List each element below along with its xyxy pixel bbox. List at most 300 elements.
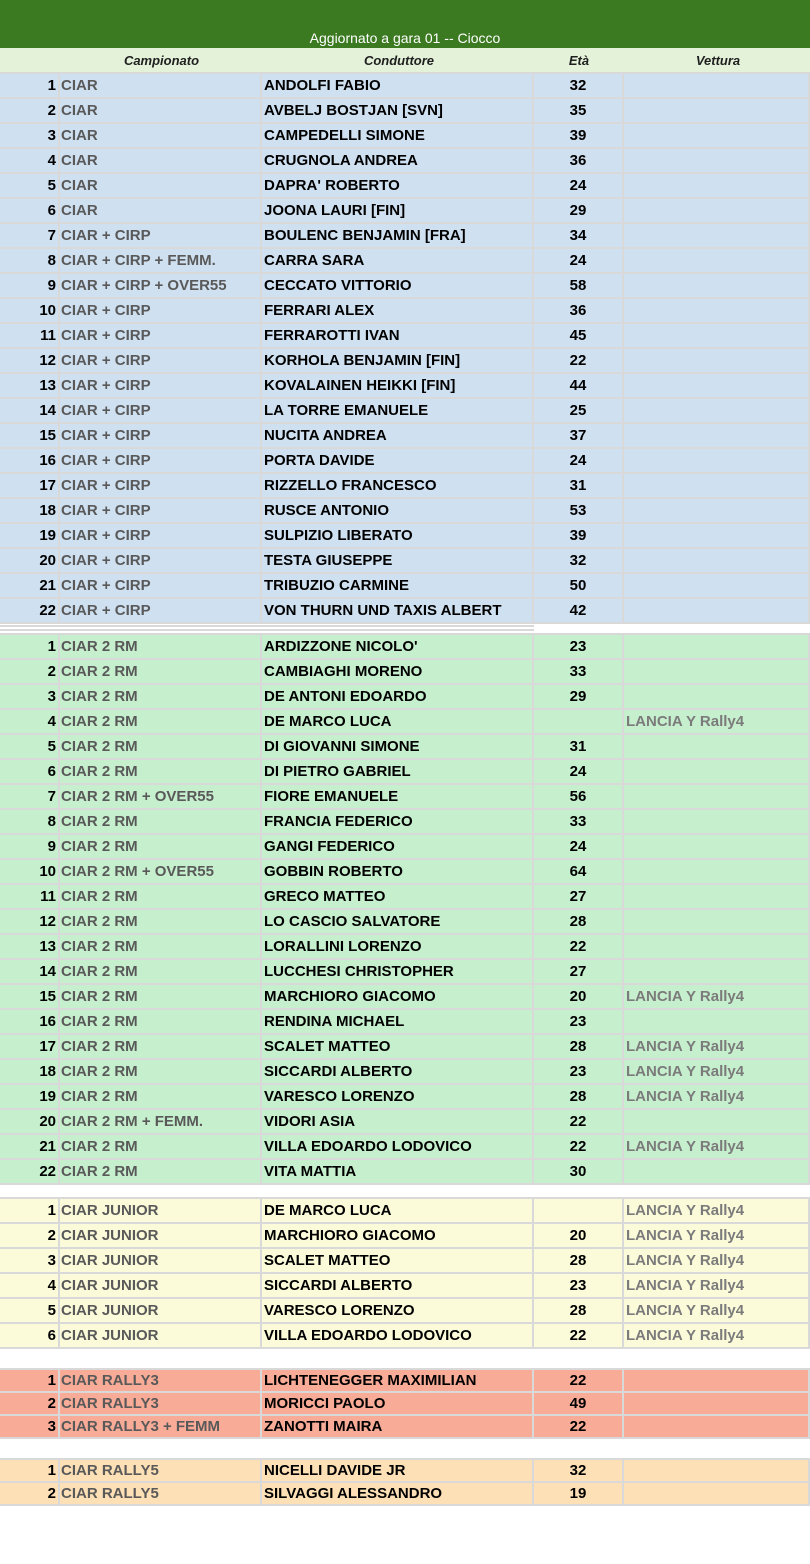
cell-campionato: CIAR	[60, 74, 262, 97]
row-number: 16	[0, 449, 60, 472]
cell-vettura	[624, 199, 810, 222]
cell-campionato: CIAR JUNIOR	[60, 1224, 262, 1247]
row-number: 18	[0, 499, 60, 522]
cell-campionato: CIAR + CIRP + OVER55	[60, 274, 262, 297]
cell-conduttore: VIDORI ASIA	[262, 1110, 534, 1133]
table-row	[0, 1160, 810, 1185]
cell-eta: 49	[534, 1393, 624, 1414]
table-row	[0, 424, 810, 449]
cell-conduttore: CRUGNOLA ANDREA	[262, 149, 534, 172]
cell-campionato: CIAR	[60, 174, 262, 197]
cell-campionato: CIAR + CIRP	[60, 424, 262, 447]
cell-campionato: CIAR 2 RM	[60, 985, 262, 1008]
table-row	[0, 960, 810, 985]
table-row	[0, 660, 810, 685]
cell-vettura: LANCIA Y Rally4	[624, 1035, 810, 1058]
cell-eta: 36	[534, 149, 624, 172]
cell-vettura	[624, 349, 810, 372]
header-vettura: Vettura	[695, 52, 741, 68]
table-row	[0, 199, 810, 224]
column-header-row	[0, 48, 810, 72]
table-row	[0, 760, 810, 785]
table-row	[0, 1010, 810, 1035]
cell-campionato: CIAR 2 RM	[60, 1160, 262, 1183]
cell-conduttore: CARRA SARA	[262, 249, 534, 272]
cell-campionato: CIAR JUNIOR	[60, 1199, 262, 1222]
row-number: 3	[0, 124, 60, 147]
cell-campionato: CIAR 2 RM	[60, 910, 262, 933]
table-row	[0, 274, 810, 299]
cell-vettura	[624, 735, 810, 758]
cell-conduttore: VILLA EDOARDO LODOVICO	[262, 1324, 534, 1347]
cell-conduttore: TESTA GIUSEPPE	[262, 549, 534, 572]
cell-campionato: CIAR 2 RM + OVER55	[60, 785, 262, 808]
cell-vettura	[624, 299, 810, 322]
cell-campionato: CIAR 2 RM	[60, 660, 262, 683]
cell-eta: 35	[534, 99, 624, 122]
cell-conduttore: GRECO MATTEO	[262, 885, 534, 908]
table-row	[0, 935, 810, 960]
row-number: 15	[0, 424, 60, 447]
cell-vettura	[624, 249, 810, 272]
cell-eta: 28	[534, 1299, 624, 1322]
cell-conduttore: VILLA EDOARDO LODOVICO	[262, 1135, 534, 1158]
cell-vettura	[624, 1110, 810, 1133]
table-row	[0, 149, 810, 174]
table-row	[0, 985, 810, 1010]
row-number: 21	[0, 574, 60, 597]
cell-vettura: LANCIA Y Rally4	[624, 710, 810, 733]
table-row	[0, 499, 810, 524]
row-number: 19	[0, 524, 60, 547]
row-number: 20	[0, 1110, 60, 1133]
cell-campionato: CIAR 2 RM	[60, 1035, 262, 1058]
cell-campionato: CIAR	[60, 149, 262, 172]
table-row	[0, 349, 810, 374]
table-row	[0, 1416, 810, 1439]
header-campionato: Campionato	[123, 52, 200, 68]
cell-campionato: CIAR 2 RM + FEMM.	[60, 1110, 262, 1133]
cell-eta	[534, 710, 624, 733]
cell-eta: 45	[534, 324, 624, 347]
cell-campionato: CIAR + CIRP	[60, 399, 262, 422]
cell-conduttore: VITA MATTIA	[262, 1160, 534, 1183]
table-row	[0, 574, 810, 599]
group-separator	[0, 1349, 810, 1368]
cell-vettura	[624, 524, 810, 547]
group-ciar-rally5	[0, 1458, 810, 1506]
table-row	[0, 710, 810, 735]
row-number: 7	[0, 785, 60, 808]
table-row	[0, 99, 810, 124]
table-row	[0, 374, 810, 399]
group-ciar-rally3	[0, 1368, 810, 1439]
row-number: 1	[0, 635, 60, 658]
cell-eta: 20	[534, 985, 624, 1008]
cell-campionato: CIAR	[60, 99, 262, 122]
cell-conduttore: RENDINA MICHAEL	[262, 1010, 534, 1033]
table-row	[0, 635, 810, 660]
cell-campionato: CIAR + CIRP	[60, 474, 262, 497]
row-number: 14	[0, 960, 60, 983]
cell-vettura	[624, 424, 810, 447]
group-ciar	[0, 72, 810, 624]
table-row	[0, 735, 810, 760]
row-number: 9	[0, 274, 60, 297]
cell-vettura	[624, 835, 810, 858]
row-number: 2	[0, 1483, 60, 1504]
cell-vettura	[624, 174, 810, 197]
group-separator	[0, 624, 810, 633]
cell-campionato: CIAR 2 RM	[60, 835, 262, 858]
row-number: 5	[0, 735, 60, 758]
cell-conduttore: KOVALAINEN HEIKKI [FIN]	[262, 374, 534, 397]
cell-conduttore: RIZZELLO FRANCESCO	[262, 474, 534, 497]
row-number: 16	[0, 1010, 60, 1033]
cell-eta: 22	[534, 935, 624, 958]
cell-eta: 42	[534, 599, 624, 622]
cell-conduttore: CECCATO VITTORIO	[262, 274, 534, 297]
cell-campionato: CIAR 2 RM	[60, 1085, 262, 1108]
row-number: 4	[0, 149, 60, 172]
cell-campionato: CIAR RALLY5	[60, 1483, 262, 1504]
cell-eta	[534, 1199, 624, 1222]
cell-campionato: CIAR 2 RM + OVER55	[60, 860, 262, 883]
table-row	[0, 1393, 810, 1416]
cell-eta: 37	[534, 424, 624, 447]
cell-conduttore: DAPRA' ROBERTO	[262, 174, 534, 197]
cell-campionato: CIAR + CIRP	[60, 449, 262, 472]
cell-vettura	[624, 599, 810, 622]
cell-conduttore: DE MARCO LUCA	[262, 1199, 534, 1222]
cell-vettura	[624, 810, 810, 833]
cell-eta: 28	[534, 1249, 624, 1272]
row-number: 20	[0, 549, 60, 572]
cell-vettura	[624, 885, 810, 908]
cell-conduttore: JOONA LAURI [FIN]	[262, 199, 534, 222]
table-row	[0, 785, 810, 810]
cell-conduttore: ARDIZZONE NICOLO'	[262, 635, 534, 658]
cell-eta: 39	[534, 124, 624, 147]
cell-vettura	[624, 935, 810, 958]
cell-eta: 28	[534, 1085, 624, 1108]
cell-vettura	[624, 1370, 810, 1391]
table-row	[0, 1299, 810, 1324]
cell-campionato: CIAR + CIRP + FEMM.	[60, 249, 262, 272]
table-row	[0, 249, 810, 274]
cell-vettura	[624, 760, 810, 783]
cell-conduttore: MARCHIORO GIACOMO	[262, 985, 534, 1008]
row-number: 3	[0, 1416, 60, 1437]
cell-conduttore: LO CASCIO SALVATORE	[262, 910, 534, 933]
cell-vettura	[624, 910, 810, 933]
cell-campionato: CIAR JUNIOR	[60, 1274, 262, 1297]
cell-conduttore: CAMPEDELLI SIMONE	[262, 124, 534, 147]
row-number: 12	[0, 910, 60, 933]
cell-campionato: CIAR RALLY3	[60, 1393, 262, 1414]
table-row	[0, 1110, 810, 1135]
row-number: 22	[0, 599, 60, 622]
table-row	[0, 860, 810, 885]
cell-conduttore: SILVAGGI ALESSANDRO	[262, 1483, 534, 1504]
cell-conduttore: KORHOLA BENJAMIN [FIN]	[262, 349, 534, 372]
row-number: 10	[0, 299, 60, 322]
cell-eta: 32	[534, 549, 624, 572]
table-row	[0, 910, 810, 935]
cell-eta: 23	[534, 635, 624, 658]
cell-eta: 56	[534, 785, 624, 808]
row-number: 21	[0, 1135, 60, 1158]
cell-eta: 33	[534, 810, 624, 833]
cell-eta: 22	[534, 1416, 624, 1437]
cell-vettura	[624, 74, 810, 97]
row-number: 1	[0, 1460, 60, 1481]
cell-conduttore: NUCITA ANDREA	[262, 424, 534, 447]
cell-vettura	[624, 685, 810, 708]
row-number: 14	[0, 399, 60, 422]
cell-conduttore: SICCARDI ALBERTO	[262, 1274, 534, 1297]
cell-eta: 23	[534, 1274, 624, 1297]
row-number: 3	[0, 685, 60, 708]
cell-campionato: CIAR JUNIOR	[60, 1249, 262, 1272]
cell-campionato: CIAR 2 RM	[60, 1135, 262, 1158]
cell-eta: 39	[534, 524, 624, 547]
cell-vettura	[624, 1483, 810, 1504]
table-row	[0, 1483, 810, 1506]
cell-eta: 22	[534, 1370, 624, 1391]
cell-eta: 27	[534, 960, 624, 983]
row-number: 17	[0, 1035, 60, 1058]
table-row	[0, 1460, 810, 1483]
cell-campionato: CIAR JUNIOR	[60, 1299, 262, 1322]
cell-campionato: CIAR 2 RM	[60, 935, 262, 958]
table-row	[0, 174, 810, 199]
table-row	[0, 885, 810, 910]
cell-vettura	[624, 1010, 810, 1033]
cell-eta: 27	[534, 885, 624, 908]
title-bar	[0, 0, 810, 48]
cell-eta: 31	[534, 735, 624, 758]
row-number: 8	[0, 810, 60, 833]
cell-conduttore: LICHTENEGGER MAXIMILIAN	[262, 1370, 534, 1391]
row-number: 6	[0, 199, 60, 222]
cell-eta: 24	[534, 760, 624, 783]
cell-vettura	[624, 1160, 810, 1183]
table-row	[0, 1249, 810, 1274]
cell-eta: 33	[534, 660, 624, 683]
cell-campionato: CIAR + CIRP	[60, 524, 262, 547]
cell-conduttore: CAMBIAGHI MORENO	[262, 660, 534, 683]
table-row	[0, 1035, 810, 1060]
row-number: 5	[0, 174, 60, 197]
cell-vettura	[624, 635, 810, 658]
cell-vettura	[624, 449, 810, 472]
cell-campionato: CIAR RALLY5	[60, 1460, 262, 1481]
cell-conduttore: FERRAROTTI IVAN	[262, 324, 534, 347]
cell-campionato: CIAR 2 RM	[60, 1060, 262, 1083]
cell-vettura: LANCIA Y Rally4	[624, 1249, 810, 1272]
cell-vettura: LANCIA Y Rally4	[624, 1224, 810, 1247]
cell-campionato: CIAR + CIRP	[60, 224, 262, 247]
cell-eta: 29	[534, 199, 624, 222]
cell-conduttore: LA TORRE EMANUELE	[262, 399, 534, 422]
cell-eta: 44	[534, 374, 624, 397]
row-number: 8	[0, 249, 60, 272]
cell-eta: 24	[534, 174, 624, 197]
group-ciar-junior	[0, 1197, 810, 1349]
cell-vettura	[624, 785, 810, 808]
cell-vettura	[624, 224, 810, 247]
table-row	[0, 74, 810, 99]
cell-eta: 22	[534, 1324, 624, 1347]
cell-conduttore: PORTA DAVIDE	[262, 449, 534, 472]
cell-eta: 19	[534, 1483, 624, 1504]
cell-conduttore: MORICCI PAOLO	[262, 1393, 534, 1414]
cell-vettura	[624, 374, 810, 397]
cell-eta: 50	[534, 574, 624, 597]
cell-vettura	[624, 149, 810, 172]
cell-eta: 30	[534, 1160, 624, 1183]
cell-conduttore: DI PIETRO GABRIEL	[262, 760, 534, 783]
cell-campionato: CIAR 2 RM	[60, 885, 262, 908]
row-number: 1	[0, 74, 60, 97]
cell-conduttore: GOBBIN ROBERTO	[262, 860, 534, 883]
cell-eta: 24	[534, 449, 624, 472]
table-row	[0, 449, 810, 474]
cell-conduttore: VARESCO LORENZO	[262, 1085, 534, 1108]
table-row	[0, 835, 810, 860]
cell-eta: 25	[534, 399, 624, 422]
cell-conduttore: DE ANTONI EDOARDO	[262, 685, 534, 708]
cell-conduttore: SULPIZIO LIBERATO	[262, 524, 534, 547]
row-number: 2	[0, 1224, 60, 1247]
cell-eta: 24	[534, 249, 624, 272]
cell-campionato: CIAR	[60, 199, 262, 222]
cell-eta: 28	[534, 1035, 624, 1058]
cell-campionato: CIAR	[60, 124, 262, 147]
cell-conduttore: VON THURN UND TAXIS ALBERT	[262, 599, 534, 622]
cell-conduttore: FRANCIA FEDERICO	[262, 810, 534, 833]
cell-vettura	[624, 124, 810, 147]
cell-vettura	[624, 1460, 810, 1481]
cell-vettura	[624, 660, 810, 683]
page-title: Aggiornato a gara 01 -- Ciocco	[309, 30, 501, 46]
cell-vettura	[624, 274, 810, 297]
cell-eta: 23	[534, 1060, 624, 1083]
cell-campionato: CIAR 2 RM	[60, 710, 262, 733]
table-row	[0, 224, 810, 249]
cell-conduttore: AVBELJ BOSTJAN [SVN]	[262, 99, 534, 122]
cell-campionato: CIAR + CIRP	[60, 299, 262, 322]
cell-vettura	[624, 499, 810, 522]
table-row	[0, 299, 810, 324]
cell-campionato: CIAR 2 RM	[60, 685, 262, 708]
cell-vettura: LANCIA Y Rally4	[624, 1274, 810, 1297]
row-number: 9	[0, 835, 60, 858]
table-row	[0, 549, 810, 574]
cell-conduttore: SCALET MATTEO	[262, 1249, 534, 1272]
cell-campionato: CIAR + CIRP	[60, 549, 262, 572]
table-row	[0, 1324, 810, 1349]
table-row	[0, 599, 810, 624]
cell-conduttore: SCALET MATTEO	[262, 1035, 534, 1058]
cell-vettura: LANCIA Y Rally4	[624, 985, 810, 1008]
cell-conduttore: RUSCE ANTONIO	[262, 499, 534, 522]
table-row	[0, 685, 810, 710]
group-separator	[0, 1439, 810, 1458]
table-row	[0, 810, 810, 835]
cell-campionato: CIAR + CIRP	[60, 324, 262, 347]
row-number: 5	[0, 1299, 60, 1322]
header-eta: Età	[568, 52, 590, 68]
cell-conduttore: GANGI FEDERICO	[262, 835, 534, 858]
cell-eta: 32	[534, 1460, 624, 1481]
cell-conduttore: DI GIOVANNI SIMONE	[262, 735, 534, 758]
cell-vettura	[624, 399, 810, 422]
row-number: 1	[0, 1199, 60, 1222]
cell-campionato: CIAR + CIRP	[60, 499, 262, 522]
cell-conduttore: TRIBUZIO CARMINE	[262, 574, 534, 597]
cell-conduttore: ANDOLFI FABIO	[262, 74, 534, 97]
row-number: 7	[0, 224, 60, 247]
row-number: 10	[0, 860, 60, 883]
cell-conduttore: BOULENC BENJAMIN [FRA]	[262, 224, 534, 247]
cell-campionato: CIAR 2 RM	[60, 735, 262, 758]
row-number: 11	[0, 885, 60, 908]
cell-eta: 32	[534, 74, 624, 97]
row-number: 6	[0, 1324, 60, 1347]
row-number: 1	[0, 1370, 60, 1391]
row-number: 22	[0, 1160, 60, 1183]
cell-campionato: CIAR + CIRP	[60, 574, 262, 597]
table-row	[0, 1274, 810, 1299]
cell-eta: 22	[534, 1110, 624, 1133]
cell-conduttore: NICELLI DAVIDE JR	[262, 1460, 534, 1481]
cell-eta: 31	[534, 474, 624, 497]
cell-conduttore: FERRARI ALEX	[262, 299, 534, 322]
table-row	[0, 324, 810, 349]
cell-eta: 22	[534, 349, 624, 372]
row-number: 18	[0, 1060, 60, 1083]
row-number: 15	[0, 985, 60, 1008]
row-number: 13	[0, 374, 60, 397]
row-number: 2	[0, 1393, 60, 1414]
table-row	[0, 399, 810, 424]
cell-vettura: LANCIA Y Rally4	[624, 1299, 810, 1322]
table-row	[0, 124, 810, 149]
row-number: 17	[0, 474, 60, 497]
cell-campionato: CIAR 2 RM	[60, 760, 262, 783]
cell-campionato: CIAR 2 RM	[60, 1010, 262, 1033]
row-number: 3	[0, 1249, 60, 1272]
row-number: 4	[0, 1274, 60, 1297]
cell-conduttore: LORALLINI LORENZO	[262, 935, 534, 958]
table-row	[0, 524, 810, 549]
cell-vettura: LANCIA Y Rally4	[624, 1324, 810, 1347]
cell-conduttore: SICCARDI ALBERTO	[262, 1060, 534, 1083]
cell-vettura	[624, 99, 810, 122]
cell-campionato: CIAR + CIRP	[60, 349, 262, 372]
cell-conduttore: MARCHIORO GIACOMO	[262, 1224, 534, 1247]
cell-vettura	[624, 860, 810, 883]
row-number: 2	[0, 660, 60, 683]
cell-eta: 58	[534, 274, 624, 297]
cell-eta: 53	[534, 499, 624, 522]
row-number: 6	[0, 760, 60, 783]
cell-eta: 34	[534, 224, 624, 247]
cell-campionato: CIAR 2 RM	[60, 960, 262, 983]
row-number: 2	[0, 99, 60, 122]
